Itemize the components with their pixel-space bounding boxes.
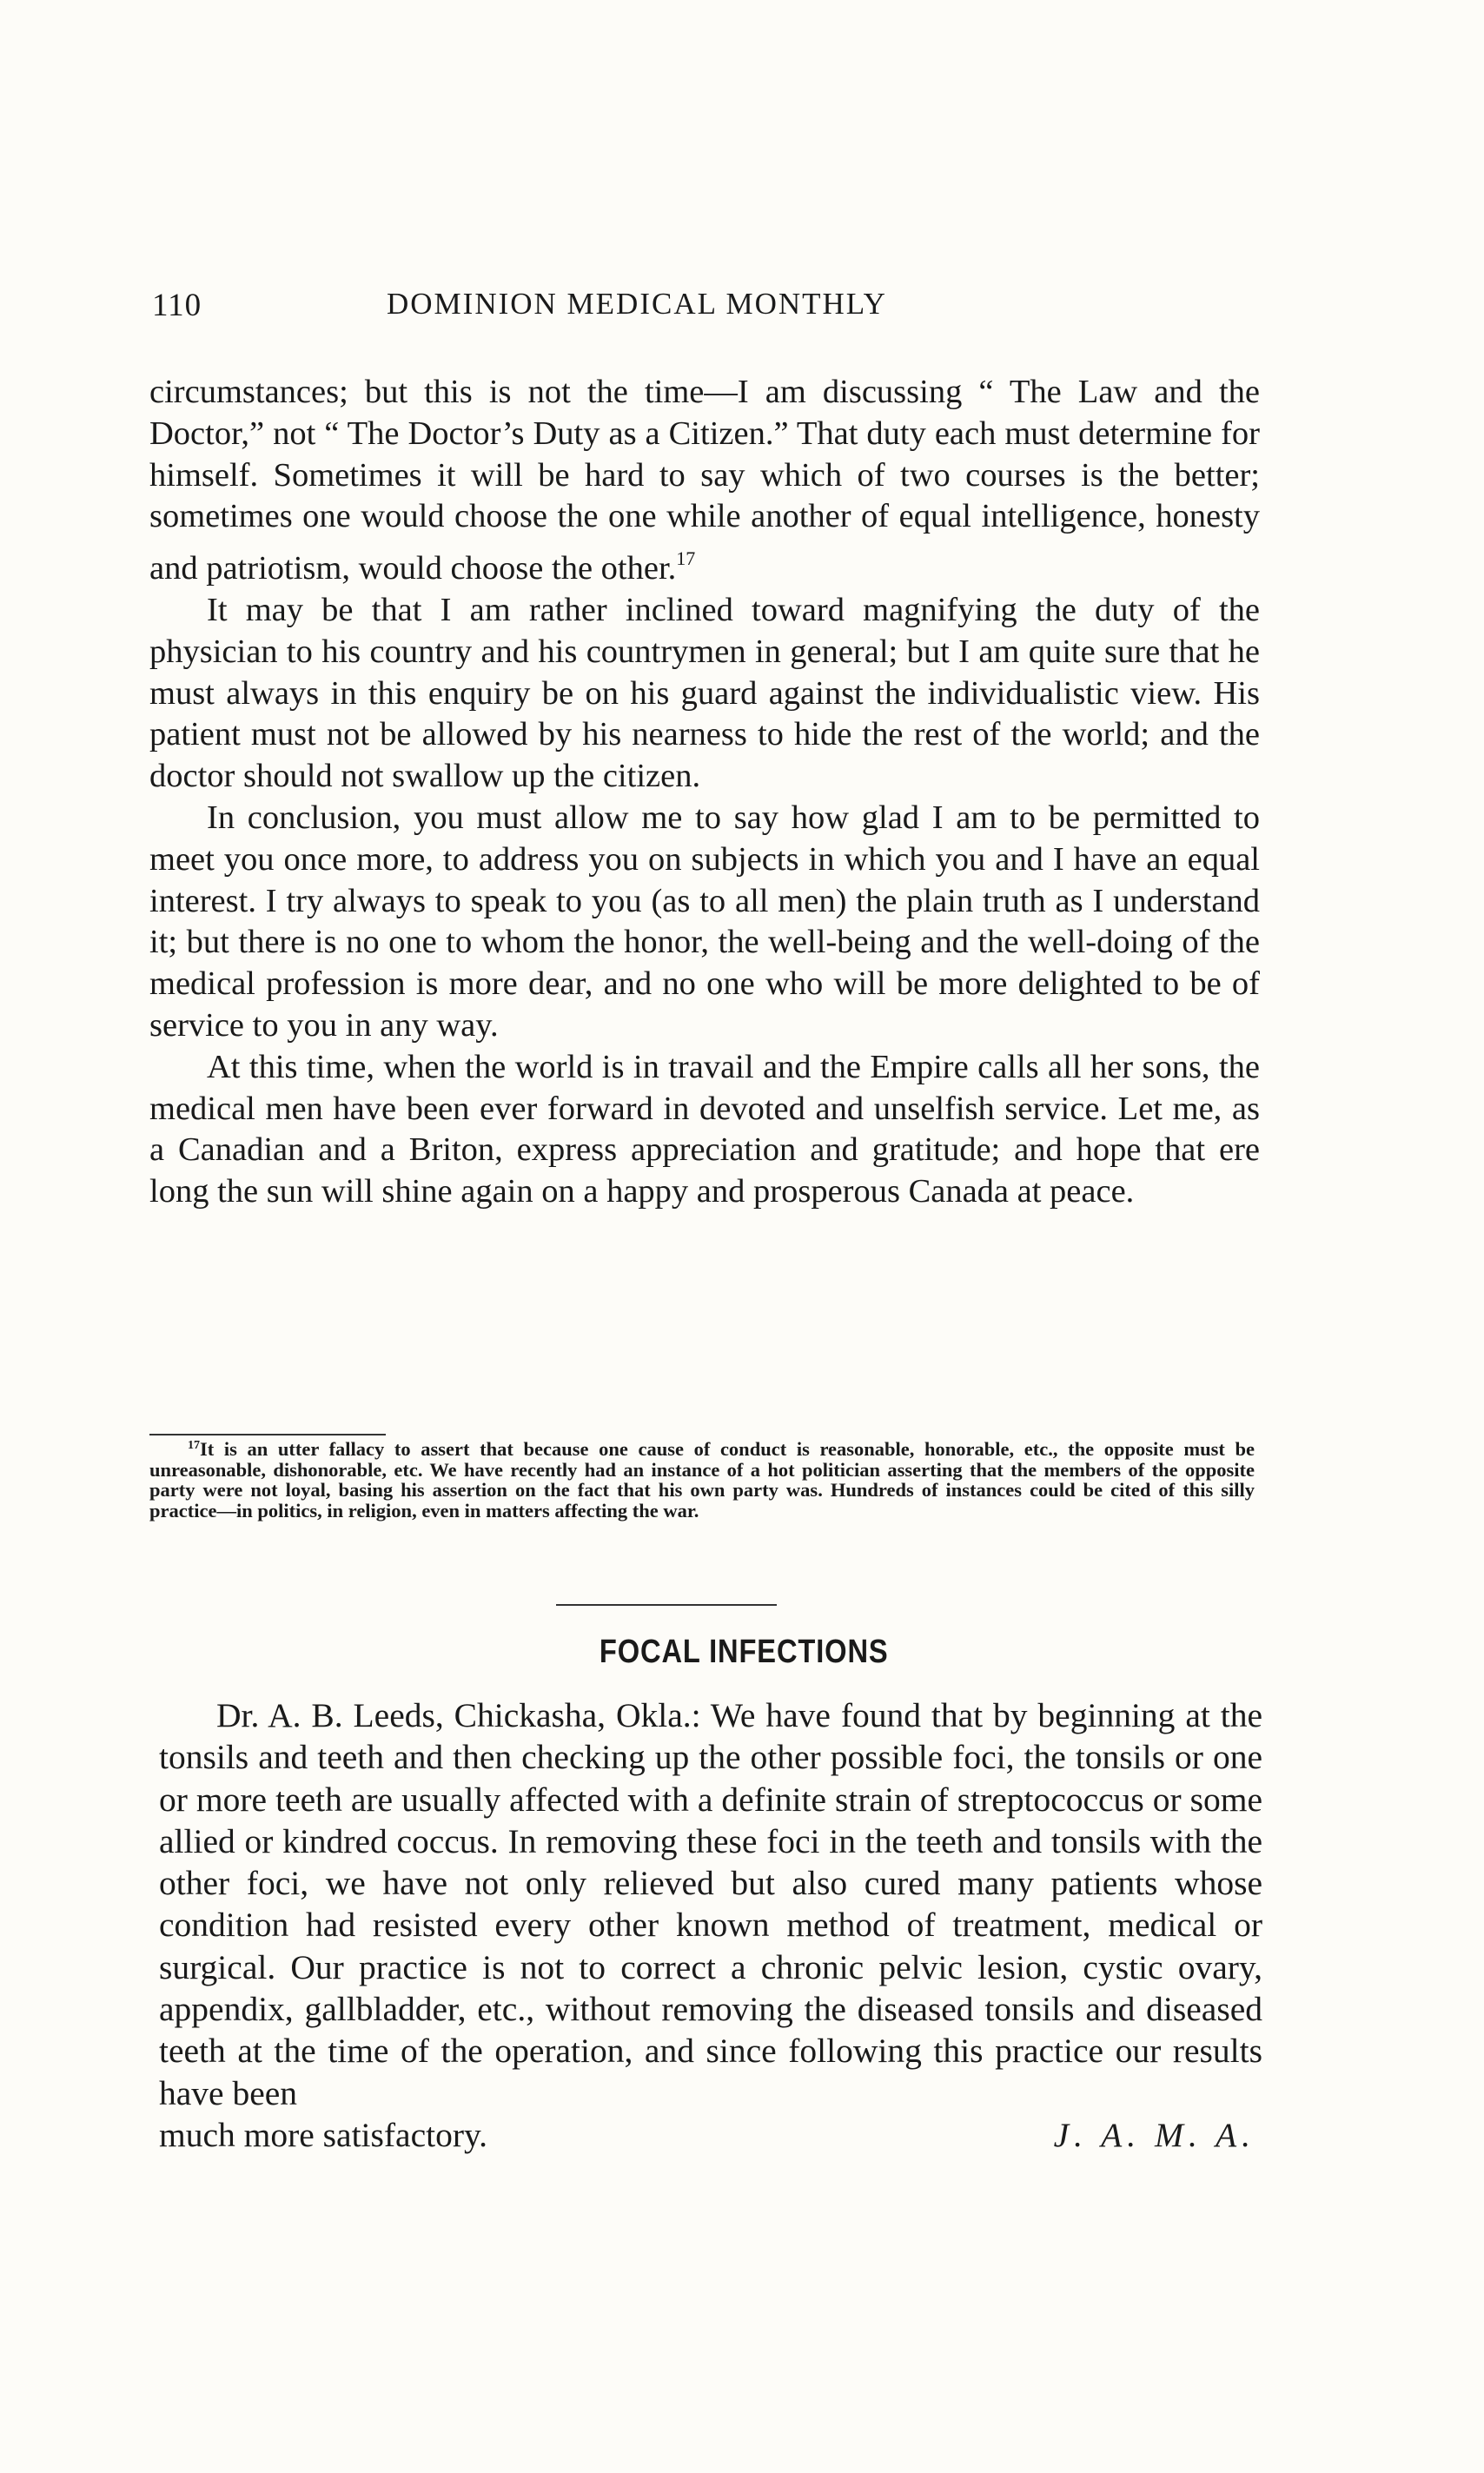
running-head: DOMINION MEDICAL MONTHLY — [387, 287, 887, 321]
focal-last-line — [159, 2114, 1262, 2156]
footnote-mark: 17 — [188, 1439, 200, 1452]
page-header — [152, 287, 1255, 339]
focal-last-line-text: much more satisfactory. — [159, 2115, 488, 2154]
footnote-reference: 17 — [676, 547, 696, 570]
paragraph-4: At this time, when the world is in travail and the Empire calls all her sons, the medical men have been ever forward in devoted and unselfish service. Let me, as a Canadian and a Briton, express appreciation and gratitude; and hope that ere long the sun will shine again on a happy and prosperous Canada at peace. — [149, 1048, 1260, 1210]
paragraph-2: It may be that I am rather inclined toward magnifying the duty of the physician to his country and his countrymen in general; but I am quite sure that he must always in this enquiry be on his guard against the individualistic view. His patient must not be allowed by his nearness to hide the rest of the world; and the doctor should not swallow up the citizen. — [149, 591, 1260, 795]
source-citation: J. A. M. A. — [1053, 2115, 1255, 2154]
section-divider — [556, 1604, 777, 1606]
focal-infections-article — [159, 1694, 1262, 2156]
page-number: 110 — [152, 288, 202, 323]
footnote-text: It is an utter fallacy to assert that because one cause of conduct is reasonable, honorable, etc., the opposite must be unreasonable, dishonorable, etc. We have recently had an instance of a hot politician asserting that the members of the opposite party were not loyal, basing his assertion on the fact that his own party was. Hundreds of instances could be cited of this silly practice—in politics, in religion, even in matters affecting the war. — [149, 1438, 1255, 1522]
paragraph-1-text: circumstances; but this is not the time—I am discussing “ The Law and the Doctor,” not “ The Doctor’s Duty as a Citizen.” That duty each must determine for himself. Sometimes it will be hard to say which of two courses is the better; sometimes one would choose the one while another of equal intelligence, honesty and patriotism, would choose the other. — [149, 374, 1260, 587]
focal-paragraph: Dr. A. B. Leeds, Chickasha, Okla.: We have found that by beginning at the tonsils and teeth and then checking up the other possible foci, the tonsils or one or more teeth are usually affected with a definite strain of streptococcus or some allied or kindred coccus. In removing these foci in the teeth and tonsils with the other foci, we have not only relieved but also cured many patients whose condition had resisted every other known method of treatment, medical or surgical. Our practice is not to correct a chronic pelvic lesion, cystic ovary, appendix, gallbladder, etc., without removing the diseased tonsils and diseased teeth at the time of the operation, and since following this practice our results have been — [159, 1696, 1262, 2112]
article-conclusion — [149, 372, 1260, 1213]
section-title: FOCAL INFECTIONS — [599, 1634, 889, 1670]
footnote — [149, 1435, 1255, 1521]
paragraph-3: In conclusion, you must allow me to say how glad I am to be permitted to meet you once more, to address you on subjects in which you and I have an equal interest. I try always to speak to you (as to all men) the plain truth as I understand it; but there is no one to whom the honor, the well-being and the well-doing of the medical profession is more dear, and no one who will be more delighted to be of service to you in any way. — [149, 799, 1260, 1044]
paragraph-1 — [149, 372, 1260, 590]
